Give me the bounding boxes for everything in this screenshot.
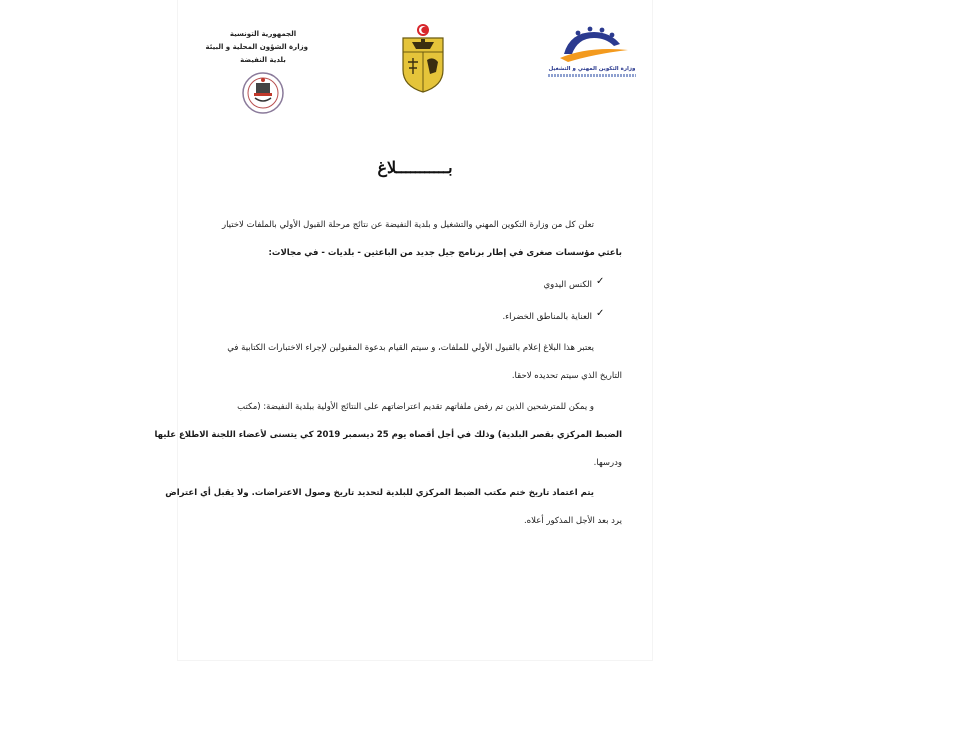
- paragraph-1-line-2: باعثي مؤسسات صغرى في إطار برنامج جيل جديد من الباعثين - بلديات - في مجالات:: [268, 248, 622, 258]
- paragraph-2-line-2: التاريخ الذي سيتم تحديده لاحقا.: [511, 371, 622, 381]
- paragraph-3-line-3: ودرسها.: [593, 458, 622, 468]
- paragraph-3-line-2: الضبط المركزي بقصر البلدية) وذلك في أجل أقصاه يوم 25 ديسمبر 2019 كي يتسنى لأعضاء اللجنة الاطلاع عليها: [154, 430, 622, 440]
- paragraph-3-line-1: و يمكن للمترشحين الذين تم رفض ملفاتهم تقديم اعتراضاتهم على النتائج الأولية ببلدية النفيضة: (مكتب: [237, 402, 594, 412]
- document-title: بـــــــــــلاغ: [377, 158, 453, 177]
- ministry-caption-subline: [548, 74, 636, 77]
- header-republic: الجمهورية التونسية: [229, 30, 297, 38]
- header-municipality: بلدية النفيضة: [240, 56, 286, 64]
- ministry-gear-icon: [548, 24, 636, 66]
- municipality-header: [205, 28, 308, 119]
- paragraph-2-line-1: يعتبر هذا البلاغ إعلام بالقبول الأولي للملفات، و سيتم القيام بدعوة المقبولين لإجراء الاختبارات الكتابية في: [227, 343, 594, 353]
- document-page: [154, 0, 652, 660]
- checkmark-icon: ✓: [596, 308, 605, 319]
- ministry-vocational-training-logo: [548, 24, 636, 84]
- paragraph-4-line-2: يرد بعد الأجل المذكور أعلاه.: [523, 516, 622, 526]
- municipality-seal-icon: [241, 71, 285, 115]
- checkmark-icon: ✓: [596, 276, 605, 287]
- header-ministry-local-affairs: وزارة الشؤون المحلية و البيئة: [205, 43, 308, 51]
- tunisia-coat-of-arms-icon: [398, 22, 448, 94]
- list-item-manual-sweeping: الكنس اليدوي: [543, 280, 592, 290]
- list-item-green-spaces: العناية بالمناطق الخضراء.: [502, 312, 592, 322]
- ministry-caption: وزارة التكوين المهني و التشغيل: [548, 66, 636, 72]
- paragraph-4-line-1: يتم اعتماد تاريخ ختم مكتب الضبط المركزي للبلدية لتحديد تاريخ وصول الاعتراضات. ولا يقبل أي اعتراض: [165, 488, 594, 498]
- paragraph-1-line-1: تعلن كل من وزارة التكوين المهني والتشغيل و بلدية النفيضة عن نتائج مرحلة القبول الأولي بالملفات لاختيار: [221, 220, 594, 230]
